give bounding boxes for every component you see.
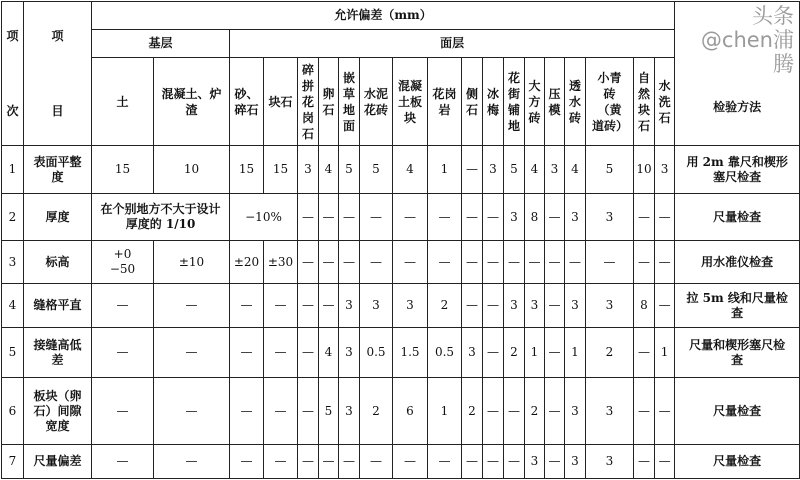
value-cell: — bbox=[565, 241, 586, 284]
value-cell: 2 bbox=[360, 378, 393, 445]
value-cell: ±30 bbox=[264, 241, 298, 284]
value-cell: — bbox=[483, 328, 504, 378]
surface-layer-header: 面层 bbox=[230, 30, 675, 58]
value-cell: — bbox=[319, 445, 339, 479]
row-number: 7 bbox=[2, 445, 24, 479]
value-cell: 3 bbox=[393, 284, 428, 328]
value-cell: — bbox=[545, 445, 565, 479]
column-header: 水泥花砖 bbox=[360, 58, 393, 146]
value-cell: — bbox=[154, 445, 230, 479]
method-cell: 尺量检查 bbox=[675, 194, 800, 241]
value-cell: — bbox=[319, 194, 339, 241]
table-row bbox=[2, 194, 800, 241]
value-cell: — bbox=[298, 445, 319, 479]
index-header: 项 次 bbox=[2, 2, 24, 146]
value-cell: 5 bbox=[319, 378, 339, 445]
value-cell: 4 bbox=[525, 146, 545, 194]
value-cell: — bbox=[545, 284, 565, 328]
value-cell: 4 bbox=[393, 146, 428, 194]
deviation-table bbox=[1, 1, 800, 479]
method-cell: 用 2m 靠尺和楔形塞尺检查 bbox=[675, 146, 800, 194]
value-cell: — bbox=[360, 445, 393, 479]
value-cell: ±20 bbox=[230, 241, 264, 284]
value-cell: 15 bbox=[230, 146, 264, 194]
value-cell: — bbox=[360, 194, 393, 241]
value-cell: — bbox=[634, 445, 655, 479]
base-merged-cell: 在个别地方不大于设计厚度的 1/10 bbox=[92, 194, 230, 241]
value-cell: 3 bbox=[586, 284, 634, 328]
value-cell: — bbox=[545, 241, 565, 284]
value-cell: 2 bbox=[586, 328, 634, 378]
table-row bbox=[2, 328, 800, 378]
value-cell: — bbox=[264, 328, 298, 378]
value-cell: 2 bbox=[428, 284, 462, 328]
value-cell: 3 bbox=[339, 284, 360, 328]
row-number: 1 bbox=[2, 146, 24, 194]
method-cell: 用水准仪检查 bbox=[675, 241, 800, 284]
value-cell: 10 bbox=[154, 146, 230, 194]
value-cell: — bbox=[154, 378, 230, 445]
value-cell: 10 bbox=[634, 146, 655, 194]
value-cell: 8 bbox=[525, 194, 545, 241]
value-cell: — bbox=[230, 445, 264, 479]
column-header: 块石 bbox=[264, 58, 298, 146]
value-cell: 4 bbox=[319, 146, 339, 194]
row-number: 5 bbox=[2, 328, 24, 378]
value-cell: 3 bbox=[504, 284, 525, 328]
row-item: 厚度 bbox=[24, 194, 92, 241]
value-cell: — bbox=[92, 445, 154, 479]
value-cell: — bbox=[230, 328, 264, 378]
row-number: 4 bbox=[2, 284, 24, 328]
value-cell: — bbox=[462, 284, 483, 328]
value-cell: — bbox=[154, 328, 230, 378]
value-cell: — bbox=[92, 328, 154, 378]
value-cell: — bbox=[655, 241, 675, 284]
value-cell: — bbox=[504, 445, 525, 479]
value-cell: — bbox=[319, 241, 339, 284]
value-cell: — bbox=[264, 378, 298, 445]
value-cell: — bbox=[339, 445, 360, 479]
column-header: 碎拼花岗石 bbox=[298, 58, 319, 146]
value-cell: — bbox=[298, 328, 319, 378]
table-row bbox=[2, 378, 800, 445]
value-cell: 3 bbox=[339, 328, 360, 378]
value-cell: — bbox=[92, 378, 154, 445]
value-cell: — bbox=[264, 445, 298, 479]
value-cell: 3 bbox=[339, 378, 360, 445]
value-cell: — bbox=[393, 241, 428, 284]
value-cell: — bbox=[655, 445, 675, 479]
value-cell: — bbox=[92, 284, 154, 328]
value-cell: 8 bbox=[634, 284, 655, 328]
value-cell: 3 bbox=[565, 284, 586, 328]
value-cell: 5 bbox=[339, 146, 360, 194]
method-cell: 尺量和楔形塞尺检查 bbox=[675, 328, 800, 378]
value-cell: — bbox=[462, 241, 483, 284]
method-cell: 尺量检查 bbox=[675, 378, 800, 445]
value-cell: — bbox=[504, 241, 525, 284]
row-item: 尺量偏差 bbox=[24, 445, 92, 479]
row-number: 2 bbox=[2, 194, 24, 241]
value-cell: — bbox=[298, 194, 319, 241]
value-cell: 3 bbox=[586, 445, 634, 479]
column-header: 花街铺地 bbox=[504, 58, 525, 146]
value-cell: — bbox=[319, 284, 339, 328]
column-header: 混凝土、炉渣 bbox=[154, 58, 230, 146]
value-cell: 1 bbox=[565, 328, 586, 378]
column-header: 侧石 bbox=[462, 58, 483, 146]
value-cell: — bbox=[462, 146, 483, 194]
row-item: 缝格平直 bbox=[24, 284, 92, 328]
value-cell: — bbox=[230, 284, 264, 328]
row-item: 接缝高低差 bbox=[24, 328, 92, 378]
column-header: 土 bbox=[92, 58, 154, 146]
column-header: 嵌草地面 bbox=[339, 58, 360, 146]
table-row bbox=[2, 146, 800, 194]
value-cell: — bbox=[504, 378, 525, 445]
method-header-label: 检验方法 bbox=[713, 100, 762, 114]
value-cell: — bbox=[428, 241, 462, 284]
value-cell: — bbox=[483, 194, 504, 241]
value-cell: 5 bbox=[586, 146, 634, 194]
value-cell: 3 bbox=[586, 194, 634, 241]
value-cell: — bbox=[634, 241, 655, 284]
sand-merged-cell: −10% bbox=[230, 194, 298, 241]
value-cell: — bbox=[462, 194, 483, 241]
value-cell: 2 bbox=[504, 328, 525, 378]
value-cell: 3 bbox=[586, 378, 634, 445]
column-header: 小青砖（黄道砖） bbox=[586, 58, 634, 146]
value-cell: — bbox=[483, 378, 504, 445]
method-cell: 拉 5m 线和尺量检查 bbox=[675, 284, 800, 328]
value-cell: — bbox=[298, 378, 319, 445]
value-cell: 0.5 bbox=[428, 328, 462, 378]
column-header: 卵石 bbox=[319, 58, 339, 146]
value-cell: — bbox=[393, 445, 428, 479]
column-header: 砂、碎石 bbox=[230, 58, 264, 146]
table-row bbox=[2, 241, 800, 284]
value-cell: — bbox=[298, 284, 319, 328]
value-cell: 1 bbox=[428, 378, 462, 445]
value-cell: 1 bbox=[525, 328, 545, 378]
value-cell: 3 bbox=[525, 445, 545, 479]
value-cell: 15 bbox=[92, 146, 154, 194]
value-cell: — bbox=[462, 445, 483, 479]
value-cell: 3 bbox=[545, 146, 565, 194]
value-cell: 3 bbox=[298, 146, 319, 194]
value-cell: — bbox=[634, 378, 655, 445]
value-cell: — bbox=[360, 241, 393, 284]
value-cell: — bbox=[154, 284, 230, 328]
row-item: 板块（卵石）间隙宽度 bbox=[24, 378, 92, 445]
value-cell: — bbox=[483, 241, 504, 284]
column-header: 自然块石 bbox=[634, 58, 655, 146]
value-cell: 5 bbox=[504, 146, 525, 194]
value-cell: 3 bbox=[565, 445, 586, 479]
value-cell: — bbox=[230, 378, 264, 445]
value-cell: +0 −50 bbox=[92, 241, 154, 284]
row-item: 标高 bbox=[24, 241, 92, 284]
column-header: 混凝土板块 bbox=[393, 58, 428, 146]
value-cell: 1 bbox=[428, 146, 462, 194]
value-cell: 0.5 bbox=[360, 328, 393, 378]
value-cell: 2 bbox=[462, 378, 483, 445]
value-cell: — bbox=[655, 194, 675, 241]
value-cell: 3 bbox=[360, 284, 393, 328]
value-cell: — bbox=[634, 328, 655, 378]
value-cell: 3 bbox=[504, 194, 525, 241]
value-cell: — bbox=[545, 378, 565, 445]
value-cell: 1.5 bbox=[393, 328, 428, 378]
row-number: 3 bbox=[2, 241, 24, 284]
value-cell: 3 bbox=[483, 146, 504, 194]
value-cell: — bbox=[634, 194, 655, 241]
value-cell: — bbox=[264, 284, 298, 328]
base-layer-header: 基层 bbox=[92, 30, 230, 58]
column-header: 水洗石 bbox=[655, 58, 675, 146]
item-header: 项 目 bbox=[24, 2, 92, 146]
value-cell: 6 bbox=[393, 378, 428, 445]
value-cell: 4 bbox=[319, 328, 339, 378]
value-cell: 3 bbox=[462, 328, 483, 378]
column-header: 花岗岩 bbox=[428, 58, 462, 146]
value-cell: 15 bbox=[264, 146, 298, 194]
row-item: 表面平整度 bbox=[24, 146, 92, 194]
value-cell: — bbox=[339, 194, 360, 241]
value-cell: 3 bbox=[525, 284, 545, 328]
column-header: 大方砖 bbox=[525, 58, 545, 146]
column-header: 冰梅 bbox=[483, 58, 504, 146]
allowed-deviation-header: 允许偏差（mm） bbox=[92, 2, 675, 30]
value-cell: — bbox=[525, 241, 545, 284]
value-cell: — bbox=[339, 241, 360, 284]
value-cell: 2 bbox=[525, 378, 545, 445]
value-cell: — bbox=[298, 241, 319, 284]
column-header: 透水砖 bbox=[565, 58, 586, 146]
value-cell: 3 bbox=[655, 146, 675, 194]
watermark: 头条 @chen浦腾 bbox=[700, 4, 794, 76]
value-cell: 1 bbox=[655, 328, 675, 378]
value-cell: ±10 bbox=[154, 241, 230, 284]
value-cell: — bbox=[393, 194, 428, 241]
value-cell: 3 bbox=[565, 378, 586, 445]
value-cell: — bbox=[655, 284, 675, 328]
value-cell: — bbox=[545, 328, 565, 378]
value-cell: 4 bbox=[565, 146, 586, 194]
value-cell: — bbox=[428, 194, 462, 241]
row-number: 6 bbox=[2, 378, 24, 445]
value-cell: — bbox=[483, 445, 504, 479]
value-cell: — bbox=[545, 194, 565, 241]
value-cell: — bbox=[428, 445, 462, 479]
value-cell: — bbox=[655, 378, 675, 445]
method-cell: 尺量检查 bbox=[675, 445, 800, 479]
value-cell: 3 bbox=[565, 194, 586, 241]
table-row bbox=[2, 284, 800, 328]
column-header: 压模 bbox=[545, 58, 565, 146]
value-cell: — bbox=[483, 284, 504, 328]
value-cell: — bbox=[586, 241, 634, 284]
value-cell: 5 bbox=[360, 146, 393, 194]
table-row bbox=[2, 445, 800, 479]
